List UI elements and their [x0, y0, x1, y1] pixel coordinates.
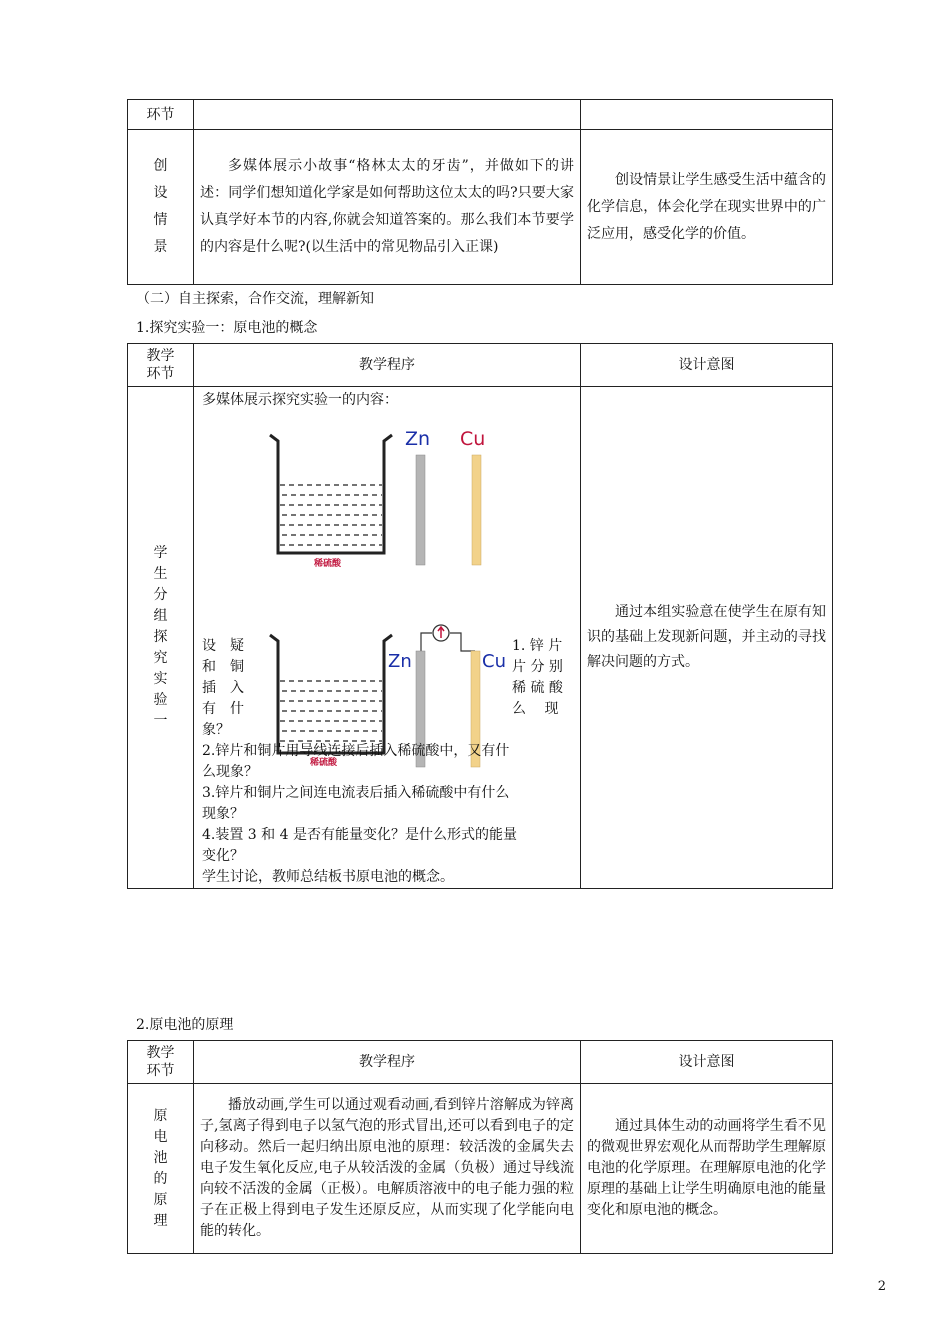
stage-char: 究 [153, 650, 168, 666]
section-heading: （二）自主探索，合作交流，理解新知 [136, 291, 374, 307]
intent-cell [581, 130, 833, 285]
wire-left [421, 633, 432, 651]
procedure-cell [194, 130, 581, 285]
stage-char: 原 [153, 1107, 168, 1124]
cu-label: Cu [482, 651, 506, 672]
right-wrap-line: 么 现 [512, 701, 559, 717]
stage-char: 生 [153, 566, 168, 582]
header-procedure: 教学程序 [194, 1041, 581, 1084]
left-wrap-line: 有 什 [202, 701, 244, 717]
intro-text: 多媒体展示探究实验一的内容： [202, 392, 398, 408]
stage-char: 设 [153, 185, 168, 201]
stage-cell [128, 387, 194, 889]
left-wrap-line: 和 铜 [202, 659, 244, 675]
subsection-heading: 1.探究实验一：原电池的概念 [136, 320, 318, 336]
page-number: 2 [877, 1279, 886, 1294]
question-line: 么现象？ [202, 764, 258, 780]
stage-char: 电 [153, 1128, 168, 1145]
stage-char: 验 [153, 692, 168, 708]
left-wrap-line: 插 入 [202, 680, 244, 696]
header-stage: 环节 [128, 100, 194, 130]
stage-cell [128, 1084, 194, 1254]
question-line: 4.装置 3 和 4 是否有能量变化？是什么形式的能量 [202, 827, 517, 843]
stage-char: 景 [153, 239, 168, 255]
header-procedure-empty [194, 100, 581, 130]
header-intent-empty [581, 100, 833, 130]
question-line: 变化？ [202, 848, 244, 864]
subsection-heading: 2.原电池的原理 [136, 1017, 234, 1033]
stage-char: 理 [153, 1212, 168, 1229]
stage-char: 一 [153, 713, 168, 729]
copper-strip [472, 455, 481, 565]
left-wrap-line: 设 疑 [202, 638, 244, 654]
header-stage [128, 1041, 194, 1084]
stage-char: 组 [153, 608, 168, 624]
intent-text: 通过本组实验意在使学生在原有知识的基础上发现新问题，并主动的寻找解决问题的方式。 [587, 604, 826, 670]
beaker-1 [270, 435, 392, 553]
procedure-text: 多媒体展示小故事“格林太太的牙齿”，并做如下的讲述：同学们想知道化学家是如何帮助这位太太的吗?只要大家认真学好本节的内容,你就会知道答案的。那么我们本节要学的内容是什么呢?(以生活中的常见物品引入正课) [200, 158, 574, 255]
table-experiment [127, 343, 833, 889]
beaker-figure-1 [264, 423, 514, 571]
zn-label: Zn [405, 428, 431, 450]
right-wrap-line: 1. 锌 片 [512, 638, 563, 654]
stage-char: 池 [153, 1149, 168, 1166]
header-intent: 设计意图 [581, 1041, 833, 1084]
stage-char: 创 [153, 158, 168, 174]
procedure-cell [194, 387, 581, 889]
stage-char: 分 [153, 587, 168, 603]
right-wrap-line: 片 分 别 [512, 659, 563, 675]
acid-label: 稀硫酸 [310, 758, 338, 768]
question-line: 2.锌片和铜片用导线连接后插入稀硫酸中，又有什 [202, 743, 510, 759]
procedure-cell [194, 1084, 581, 1254]
cu-label: Cu [460, 428, 486, 450]
left-wrap-line: 象？ [202, 722, 230, 738]
acid-label: 稀硫酸 [314, 559, 342, 569]
stage-char: 的 [153, 1170, 168, 1187]
header-procedure: 教学程序 [194, 344, 581, 387]
intent-cell [581, 1084, 833, 1254]
header-stage-text: 教学 环节 [146, 1045, 175, 1079]
header-stage [128, 344, 194, 387]
beaker-2 [270, 635, 392, 753]
stage-char: 原 [153, 1191, 168, 1208]
table-principle [127, 1040, 833, 1254]
zn-label: Zn [388, 651, 412, 672]
stage-char: 情 [153, 212, 168, 228]
stage-char: 探 [153, 629, 168, 645]
stage-cell [128, 130, 194, 285]
intent-text: 创设情景让学生感受生活中蕴含的化学信息，体会化学在现实世界中的广泛应用，感受化学的价值。 [587, 171, 826, 242]
question-line: 学生讨论，教师总结板书原电池的概念。 [202, 869, 454, 885]
question-line: 3.锌片和铜片之间连电流表后插入稀硫酸中有什么 [202, 785, 510, 801]
header-intent: 设计意图 [581, 344, 833, 387]
zinc-strip [416, 455, 425, 565]
table-intro [127, 99, 833, 285]
wire-right [450, 633, 475, 651]
right-wrap-line: 稀 硫 酸 [512, 680, 563, 696]
header-stage-text: 教学 环节 [146, 348, 175, 382]
intent-cell [581, 387, 833, 889]
stage-char: 学 [153, 545, 168, 561]
procedure-text: 播放动画,学生可以通过观看动画,看到锌片溶解成为锌离子,氢离子得到电子以氢气泡的形式冒出,还可以看到电子的定向移动。然后一起归纳出原电池的原理：较活泼的金属失去电子发生氧化反应,电子从较活泼的金属（负极）通过导线流向较不活泼的金属（正极）。电解质溶液中的电子能力强的粒子在正极上得到电子发生还原反应，从而实现了化学能向电能的转化。 [200, 1097, 574, 1239]
intent-text: 通过具体生动的动画将学生看不见的微观世界宏观化从而帮助学生理解原电池的化学原理。在理解原电池的化学原理的基础上让学生明确原电池的能量变化和原电池的概念。 [587, 1118, 826, 1218]
question-line: 现象？ [202, 806, 244, 822]
stage-char: 实 [153, 671, 168, 687]
